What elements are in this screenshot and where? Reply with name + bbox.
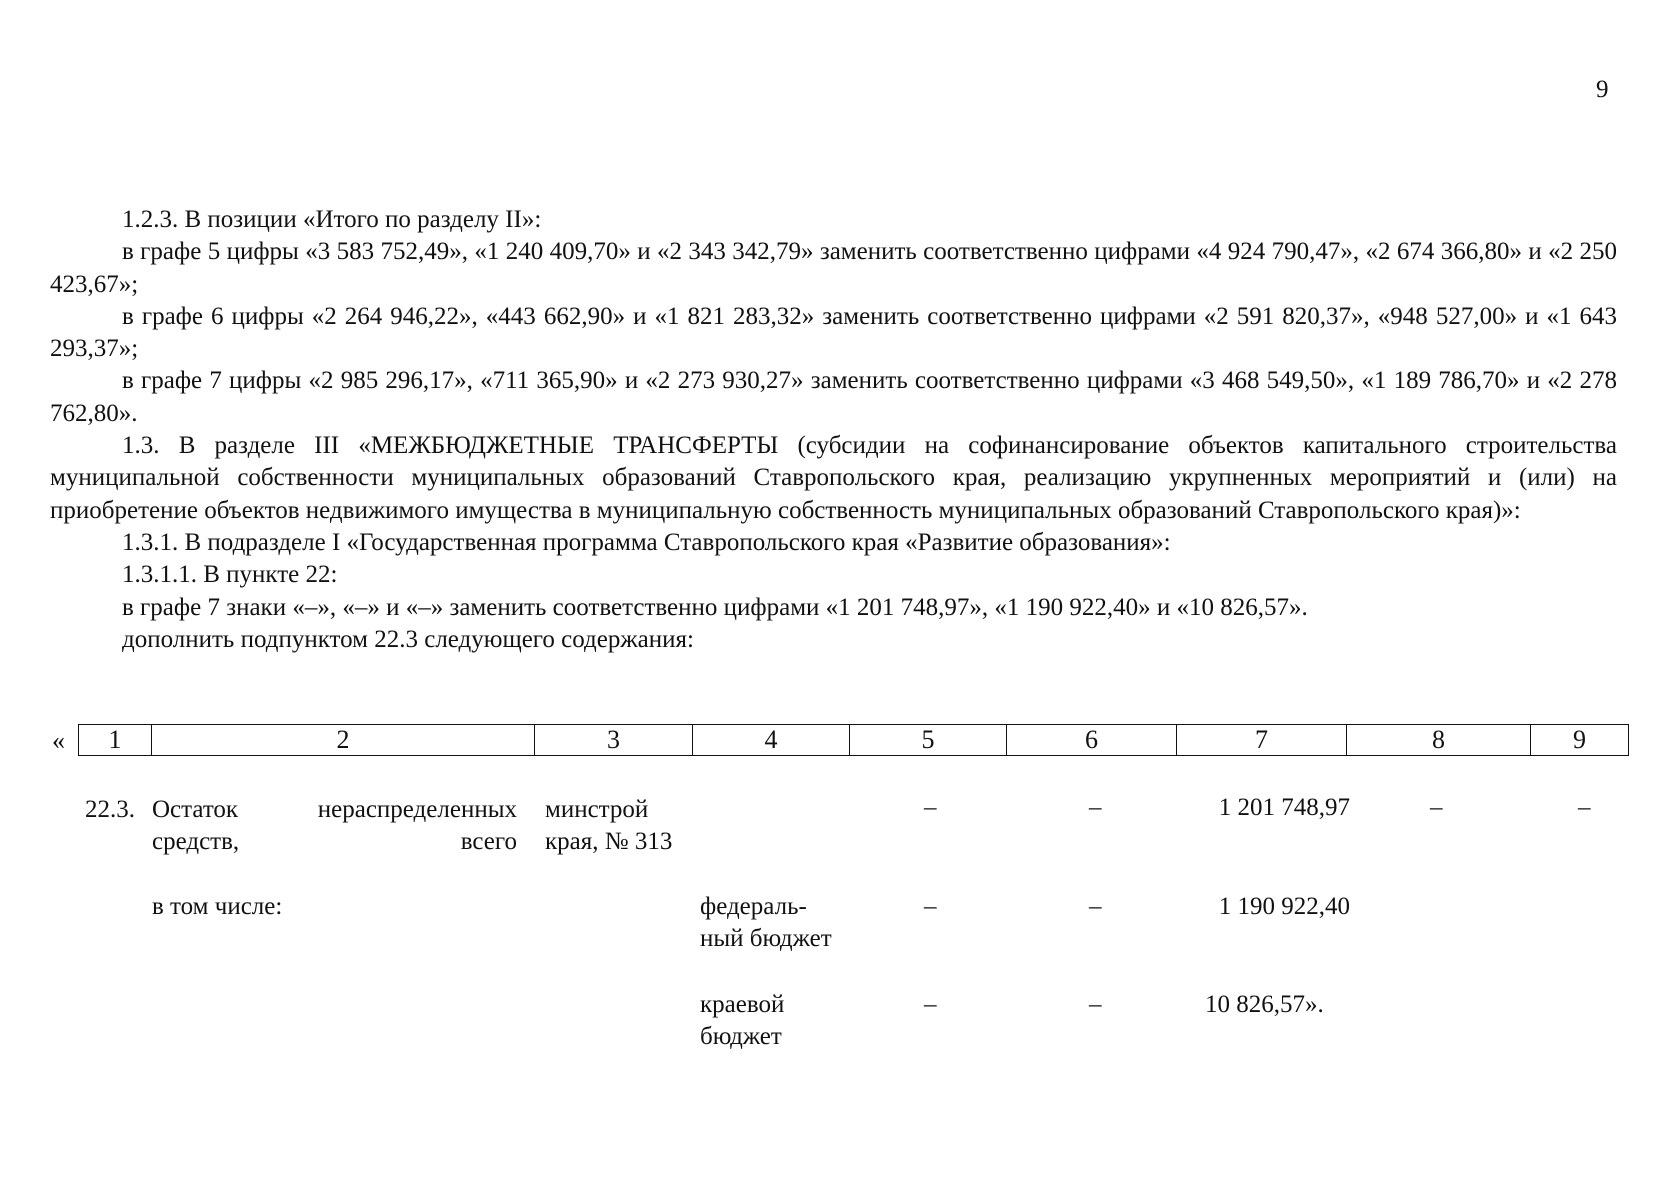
row-ministry: минстрой края, № 313 xyxy=(545,796,673,855)
table-open-quote: « xyxy=(52,726,65,755)
row3-col7-value: 10 826,57». xyxy=(1205,991,1324,1018)
paragraph-1-3-1-1: 1.3.1.1. В пункте 22: xyxy=(122,561,338,589)
column-header-8: 8 xyxy=(1347,725,1531,756)
paragraph-1-3: 1.3. В разделе III «МЕЖБЮДЖЕТНЫЕ ТРАНСФЕРТЫ (субсидии на софинансирование объектов капитального строительства муниципальной собственности муниципальных образований Ставропольского края, реализацию укрупненных мероприятий и (или) на приобретение объектов недвижимого имущества в муниципальную собственность муниципальных образований Ставропольского края)»: xyxy=(50,432,1617,524)
row3-col6-dash: – xyxy=(1089,991,1102,1018)
header-row xyxy=(79,725,1629,756)
column-header-3: 3 xyxy=(535,725,693,756)
column-header-2: 2 xyxy=(152,725,535,756)
row1-col8-dash: – xyxy=(1430,794,1443,821)
column-header-7: 7 xyxy=(1177,725,1347,756)
paragraph-1-3-1: 1.3.1. В подразделе I «Государственная программа Ставропольского края «Развитие образования»: xyxy=(122,528,1171,556)
row1-col7-value: 1 201 748,97 xyxy=(1218,794,1350,821)
paragraph-replace-signs: в графе 7 знаки «–», «–» и «–» заменить соответственно цифрами «1 201 748,97», «1 190 922,40» и «10 826,57». xyxy=(122,593,1308,621)
row1-col5-dash: – xyxy=(924,794,937,821)
row1-col6-dash: – xyxy=(1089,794,1102,821)
column-header-5: 5 xyxy=(850,725,1007,756)
row-name-remainder xyxy=(152,794,517,858)
row-name-text: Остаток нераспределенных средств, всего xyxy=(152,796,517,855)
column-header-9: 9 xyxy=(1531,725,1629,756)
row2-col5-dash: – xyxy=(924,893,937,920)
column-header-6: 6 xyxy=(1007,725,1177,756)
row1-col9-dash: – xyxy=(1578,794,1591,821)
paragraph-column-6: в графе 6 цифры «2 264 946,22», «443 662,90» и «1 821 283,32» заменить соответственно цифрами «2 591 820,37», «948 527,00» и «1 643 293,37»; xyxy=(50,302,1617,363)
column-header-1: 1 xyxy=(79,725,152,756)
row-including-label: в том числе: xyxy=(152,893,283,920)
row2-col6-dash: – xyxy=(1089,893,1102,920)
document-body xyxy=(50,204,1617,656)
column-number-header xyxy=(78,724,1629,756)
row3-col5-dash: – xyxy=(924,991,937,1018)
paragraph-column-7: в графе 7 цифры «2 985 296,17», «711 365,90» и «2 273 930,27» заменить соответственно цифрами «3 468 549,50», «1 189 786,70» и «2 278 762,80». xyxy=(50,367,1617,427)
paragraph-column-5: в графе 5 цифры «3 583 752,49», «1 240 409,70» и «2 343 342,79» заменить соответственно цифрами «4 924 790,47», «2 674 366,80» и «2 250 423,67»; xyxy=(50,238,1617,298)
row2-col7-value: 1 190 922,40 xyxy=(1218,893,1350,920)
row2-federal-budget: федераль-ный бюджет xyxy=(700,893,832,952)
row-number-22-3: 22.3. xyxy=(85,796,135,823)
paragraph-1-2-3: 1.2.3. В позиции «Итого по разделу II»: xyxy=(122,206,542,233)
paragraph-add-subitem: дополнить подпунктом 22.3 следующего содержания: xyxy=(122,625,694,653)
row3-regional-budget: краевой бюджет xyxy=(700,991,785,1050)
page-number: 9 xyxy=(1596,76,1609,103)
column-header-4: 4 xyxy=(693,725,850,756)
